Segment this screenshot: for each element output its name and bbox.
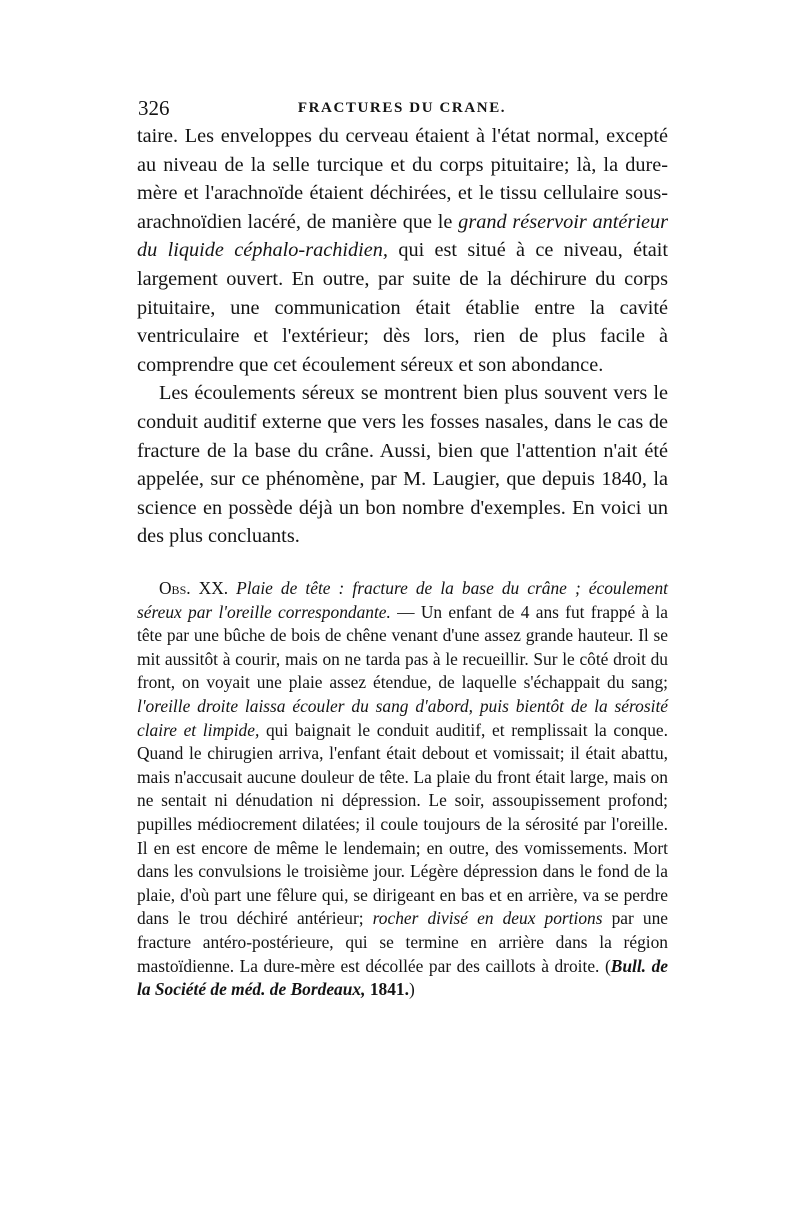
observation-text-c: par une fracture antéro-postérieure, qui se termine en arrière dans la région mastoïdienne. La dure-mère est décollée par des caillots à droite. ( (137, 908, 668, 976)
paragraph-1-text-a: taire. Les enveloppes du cerveau étaient à l'état normal, excepté au niveau de la selle turcique et du corps pituitaire; là, la dure-mère et l'arachnoïde étaient déchirées, et le tissu cellulaire sous-arachnoïdien lacéré, de manière que le (137, 125, 668, 233)
page-header (136, 96, 668, 122)
citation-year: 1841. (365, 979, 409, 1000)
observation-text-b: qui baignait le conduit auditif, et remplissait la conque. Quand le chirugien arriva, l'enfant était debout et vomissait; il était abattu, mais n'accusait aucune douleur de tête. La plaie du front était large, mais on ne sentait ni dénudation ni dépression. Le soir, assoupissement profond; pupilles médiocrement dilatées; il coule toujours de la sérosité par l'oreille. Il en est encore de même le lendemain; en outre, des vomissements. Mort dans les convulsions le troisième jour. Légère dépression dans le fond de la plaie, d'où part une fêlure qui, se dirigeant en bas et en arrière, va se perdre dans le trou déchiré antérieur; (137, 719, 668, 929)
paragraph-1-text-b: qui est situé à ce niveau, était largement ouvert. En outre, par suite de la déchirure du corps pituitaire, une communication était établie entre la cavité ventriculaire et l'extérieur; dès lors, rien de plus facile à comprendre que cet écoulement séreux et son abondance. (137, 239, 668, 376)
observation-block (137, 577, 668, 1002)
observation-text-a: — Un enfant de 4 ans fut frappé à la tête par une bûche de bois de chêne venant d'une assez grande hauteur. Il se mit aussitôt à courir, mais on ne tarda pas à le recueillir. Sur le côté droit du front, on voyait une plaie assez étendue, de laquelle s'échappait du sang; (137, 601, 668, 693)
running-title: FRACTURES DU CRANE. (297, 100, 507, 116)
citation-source: Bull. de la Société de méd. de Bordeaux, (137, 955, 669, 1000)
main-text (137, 122, 668, 551)
paragraph-2: Les écoulements séreux se montrent bien plus souvent vers le conduit auditif externe que vers les fosses nasales, dans le cas de fracture de la base du crâne. Aussi, bien que l'attention n'ait été appelée, sur ce phénomène, par M. Laugier, que depuis 1840, la science en possède déjà un bon nombre d'exemples. En voici un des plus concluants. (137, 382, 668, 548)
observation-title: Plaie de tête : fracture de la base du crâne ; écoulement séreux par l'oreille correspondante. (137, 578, 668, 622)
observation-text-end: ) (408, 979, 415, 1000)
paragraph-1-italic: grand réservoir antérieur du liquide céphalo-rachidien, (137, 210, 668, 262)
observation-label: Obs. XX. (159, 578, 229, 598)
observation-italic-2: l'oreille droite laissa écouler du sang d'abord, puis bientôt de la sérosité claire et limpide, (137, 695, 668, 740)
observation-paragraph (137, 577, 668, 1002)
page-number: 326 (138, 96, 170, 120)
observation-italic-3: rocher divisé en deux portions (372, 908, 603, 929)
paragraph-1 (137, 122, 668, 379)
